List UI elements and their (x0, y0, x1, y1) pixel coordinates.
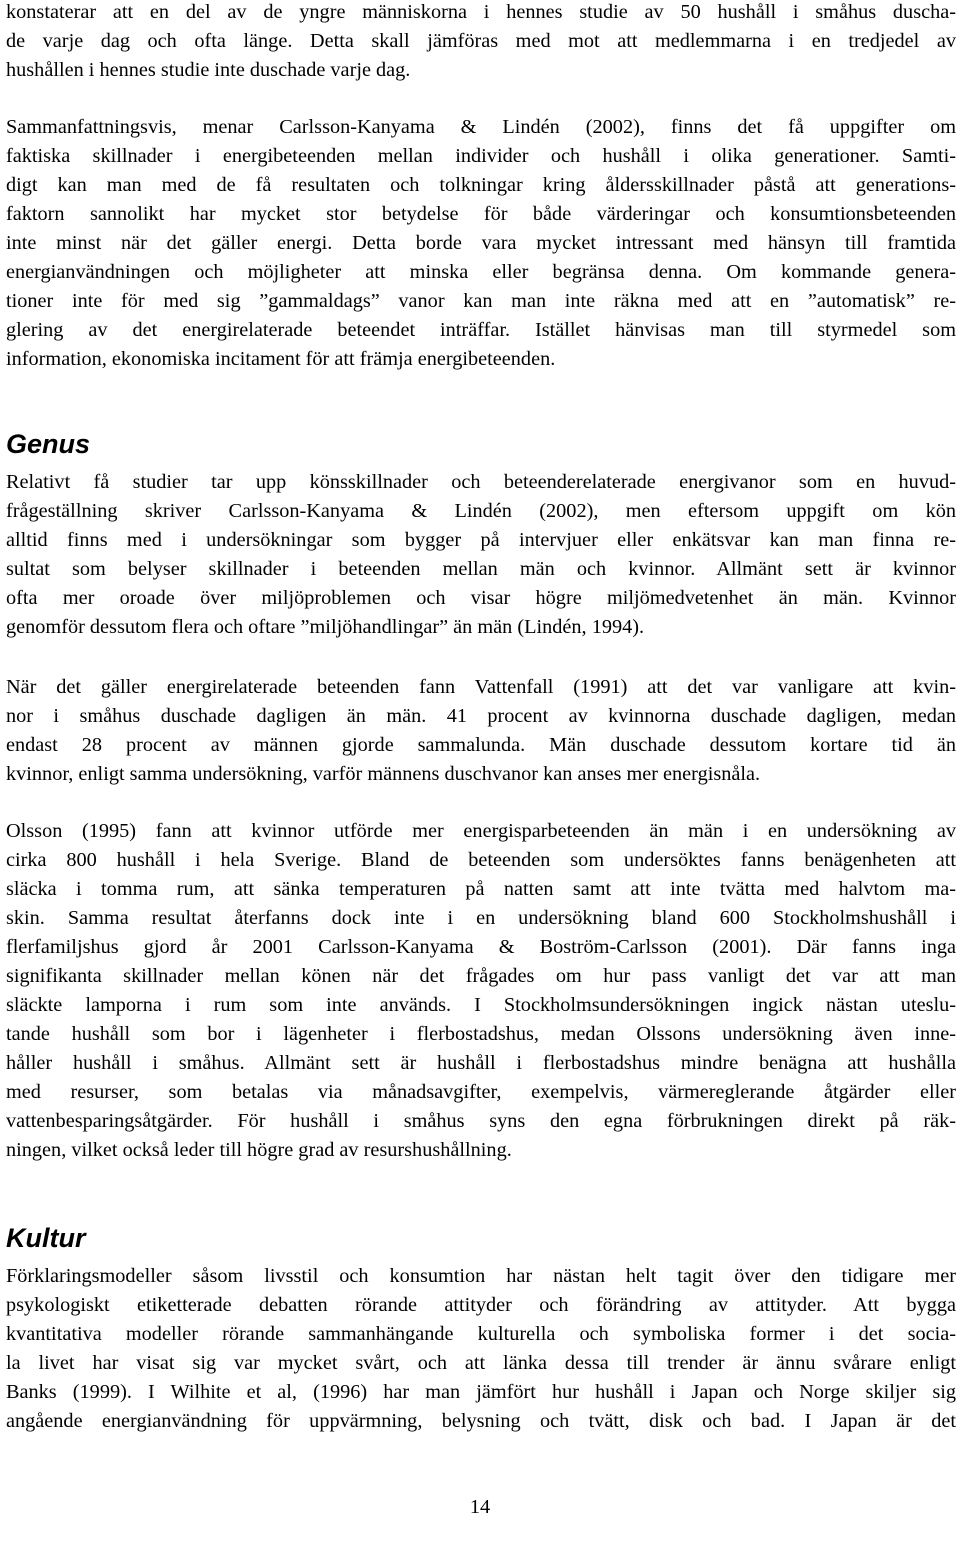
section-heading-kultur: Kultur (6, 1223, 86, 1253)
text-line: skin. Samma resultat återfanns dock inte i en undersökning bland 600 Stockholmshushåll i (6, 907, 956, 929)
text-line: faktiska skillnader i energibeteenden mellan individer och hushåll i olika generationer. Samti- (6, 145, 956, 167)
text-line: inte minst när det gäller energi. Detta borde vara mycket intressant med hänsyn till framtida (6, 232, 956, 254)
text-line: frågeställning skriver Carlsson-Kanyama & Lindén (2002), men eftersom uppgift om kön (6, 500, 956, 522)
text-line: kvantitativa modeller rörande sammanhängande kulturella och symboliska former i det socia- (6, 1323, 956, 1345)
text-line: de varje dag och ofta länge. Detta skall jämföras med mot att medlemmarna i en tredjedel av (6, 30, 956, 52)
text-line: flerfamiljshus gjord år 2001 Carlsson-Kanyama & Boström-Carlsson (2001). Där fanns inga (6, 936, 956, 958)
text-line: tande hushåll som bor i lägenheter i flerbostadshus, medan Olssons undersökning även inne- (6, 1023, 956, 1045)
text-line: ofta mer oroade över miljöproblemen och visar högre miljömedvetenhet än män. Kvinnor (6, 587, 956, 609)
text-line: med resurser, som betalas via månadsavgifter, exempelvis, värmereglerande åtgärder eller (6, 1081, 956, 1103)
text-line: glering av det energirelaterade beteendet inträffar. Istället hänvisas man till styrmedel som (6, 319, 956, 341)
text-line: släckte lamporna i rum som inte används. I Stockholmsundersökningen ingick nästan uteslu- (6, 994, 956, 1016)
text-line: håller hushåll i småhus. Allmänt sett är hushåll i flerbostadshus mindre benägna att hushålla (6, 1052, 956, 1074)
paragraph-1 (6, 0, 956, 85)
text-line: släcka i tomma rum, att sänka temperaturen på natten samt att inte tvätta med halvtom ma- (6, 878, 956, 900)
page-number: 14 (469, 1496, 491, 1518)
text-line: vattenbesparingsåtgärder. För hushåll i småhus syns den egna förbrukningen direkt på räk- (6, 1110, 956, 1132)
text-line: cirka 800 hushåll i hela Sverige. Bland de beteenden som undersöktes fanns benägenheten att (6, 849, 956, 871)
text-line: Olsson (1995) fann att kvinnor utförde mer energisparbeteenden än män i en undersökning av (6, 820, 956, 842)
text-line: Sammanfattningsvis, menar Carlsson-Kanyama & Lindén (2002), finns det få uppgifter om (6, 116, 956, 138)
text-line: kvinnor, enligt samma undersökning, varför männens duschvanor kan anses mer energisnåla. (6, 763, 761, 785)
text-line: Förklaringsmodeller såsom livsstil och konsumtion har nästan helt tagit över den tidigare mer (6, 1265, 956, 1287)
text-line: la livet har visat sig var mycket svårt, och att länka dessa till trender är ännu svårare enligt (6, 1352, 956, 1374)
text-line: nor i småhus duschade dagligen än män. 41 procent av kvinnorna duschade dagligen, medan (6, 705, 956, 727)
paragraph-5 (6, 817, 956, 1165)
text-line: energianvändningen och möjligheter att minska eller begränsa denna. Om kommande genera- (6, 261, 956, 283)
text-line: ningen, vilket också leder till högre grad av resurshushållning. (6, 1139, 512, 1161)
text-line: Relativt få studier tar upp könsskillnader och beteenderelaterade energivanor som en huvud- (6, 471, 956, 493)
section-heading-genus: Genus (6, 429, 91, 459)
paragraph-2 (6, 113, 956, 374)
text-line: konstaterar att en del av de yngre människorna i hennes studie av 50 hushåll i småhus duscha- (6, 1, 956, 23)
text-line: alltid finns med i undersökningar som bygger på intervjuer eller enkätsvar kan man finna re- (6, 529, 956, 551)
text-line: genomför dessutom flera och oftare ”miljöhandlingar” än män (Lindén, 1994). (6, 616, 645, 638)
paragraph-3 (6, 468, 956, 642)
paragraph-4 (6, 673, 956, 789)
text-line: Banks (1999). I Wilhite et al, (1996) har man jämfört hur hushåll i Japan och Norge skiljer sig (6, 1381, 956, 1403)
paragraph-6 (6, 1262, 956, 1436)
text-line: faktorn sannolikt har mycket stor betydelse för både värderingar och konsumtionsbeteenden (6, 203, 956, 225)
text-line: hushållen i hennes studie inte duschade varje dag. (6, 59, 411, 81)
text-line: tioner inte för med sig ”gammaldags” vanor kan man inte räkna med att en ”automatisk” re- (6, 290, 956, 312)
text-line: psykologiskt etiketterade debatten rörande attityder och förändring av attityder. Att bygga (6, 1294, 956, 1316)
text-line: När det gäller energirelaterade beteenden fann Vattenfall (1991) att det var vanligare att kvin- (6, 676, 956, 698)
text-line: angående energianvändning för uppvärmning, belysning och tvätt, disk och bad. I Japan är det (6, 1410, 956, 1432)
text-line: signifikanta skillnader mellan könen när det frågades om hur pass vanligt det var att man (6, 965, 956, 987)
text-line: information, ekonomiska incitament för att främja energibeteenden. (6, 348, 556, 370)
text-line: endast 28 procent av männen gjorde sammalunda. Män duschade dessutom kortare tid än (6, 734, 956, 756)
text-line: sultat som belyser skillnader i beteenden mellan män och kvinnor. Allmänt sett är kvinnor (6, 558, 956, 580)
text-line: digt kan man med de få resultaten och tolkningar kring åldersskillnader påstå att generations- (6, 174, 956, 196)
